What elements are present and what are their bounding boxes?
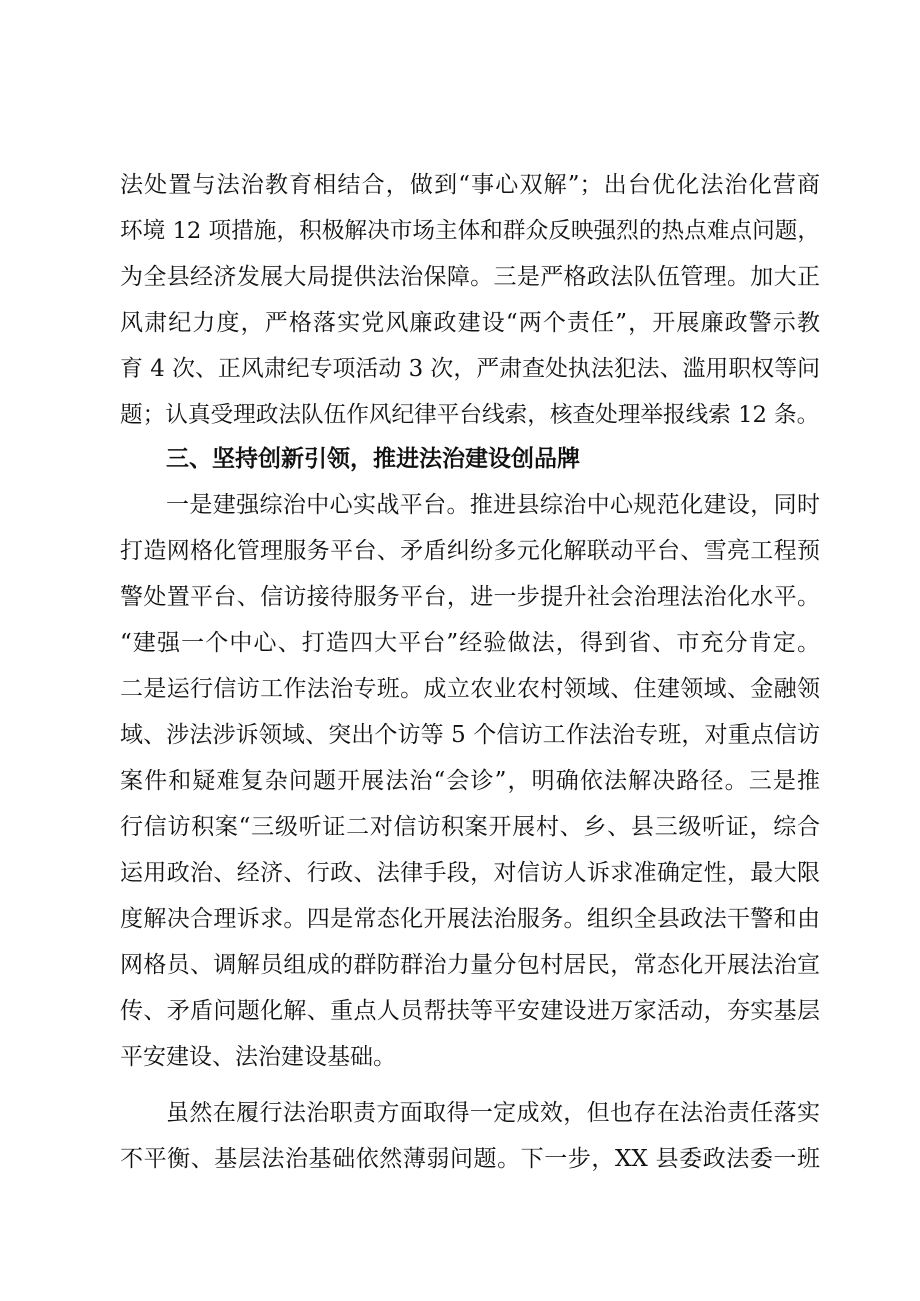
paragraph-3-line-2: 不平衡、基层法治基础依然薄弱问题。下一步，XX 县委政法委一班 [120,1146,820,1172]
paragraph-2-line-2: 打造网格化管理服务平台、矛盾纠纷多元化解联动平台、雪亮工程预 [120,538,820,564]
paragraph-3-line-1: 虽然在履行法治职责方面取得一定成效，但也存在法治责任落实 [166,1100,820,1126]
paragraph-1-line-2: 环境 12 项措施，积极解决市场主体和群众反映强烈的热点难点问题， [120,218,820,244]
paragraph-2-line-12: 传、矛盾问题化解、重点人员帮扶等平安建设进万家活动，夯实基层 [120,998,820,1024]
paragraph-2-line-7: 案件和疑难复杂问题开展法治“会诊”，明确依法解决路径。三是推 [120,768,820,794]
paragraph-2-line-10: 度解决合理诉求。四是常态化开展法治服务。组织全县政法干警和由 [120,906,820,932]
paragraph-2-line-8: 行信访积案“三级听证二对信访积案开展村、乡、县三级听证，综合 [120,814,820,840]
paragraph-1-line-4: 风肃纪力度，严格落实党风廉政建设“两个责任”，开展廉政警示教 [120,310,820,336]
paragraph-2-line-5: 二是运行信访工作法治专班。成立农业农村领域、住建领域、金融领 [120,676,820,702]
paragraph-1-line-6: 题；认真受理政法队伍作风纪律平台线索，核查处理举报线索 12 条。 [120,402,820,428]
paragraph-2-line-13: 平安建设、法治建设基础。 [120,1044,396,1070]
paragraph-2-line-4: “建强一个中心、打造四大平台”经验做法，得到省、市充分肯定。 [120,630,820,656]
paragraph-1-line-3: 为全县经济发展大局提供法治保障。三是严格政法队伍管理。加大正 [120,264,820,290]
paragraph-1-line-5: 育 4 次、正风肃纪专项活动 3 次，严肃查处执法犯法、滥用职权等问 [120,356,820,382]
paragraph-2-line-1: 一是建强综治中心实战平台。推进县综治中心规范化建设，同时 [166,492,820,518]
paragraph-2-line-3: 警处置平台、信访接待服务平台，进一步提升社会治理法治化水平。 [120,584,820,610]
paragraph-2-line-9: 运用政治、经济、行政、法律手段，对信访人诉求准确定性，最大限 [120,860,820,886]
paragraph-1-line-1: 法处置与法治教育相结合，做到“事心双解”；出台优化法治化营商 [120,172,820,198]
section-heading: 三、坚持创新引领，推进法治建设创品牌 [166,446,580,472]
paragraph-2-line-11: 网格员、调解员组成的群防群治力量分包村居民，常态化开展法治宣 [120,952,820,978]
paragraph-2-line-6: 域、涉法涉诉领域、突出个访等 5 个信访工作法治专班，对重点信访 [120,722,820,748]
